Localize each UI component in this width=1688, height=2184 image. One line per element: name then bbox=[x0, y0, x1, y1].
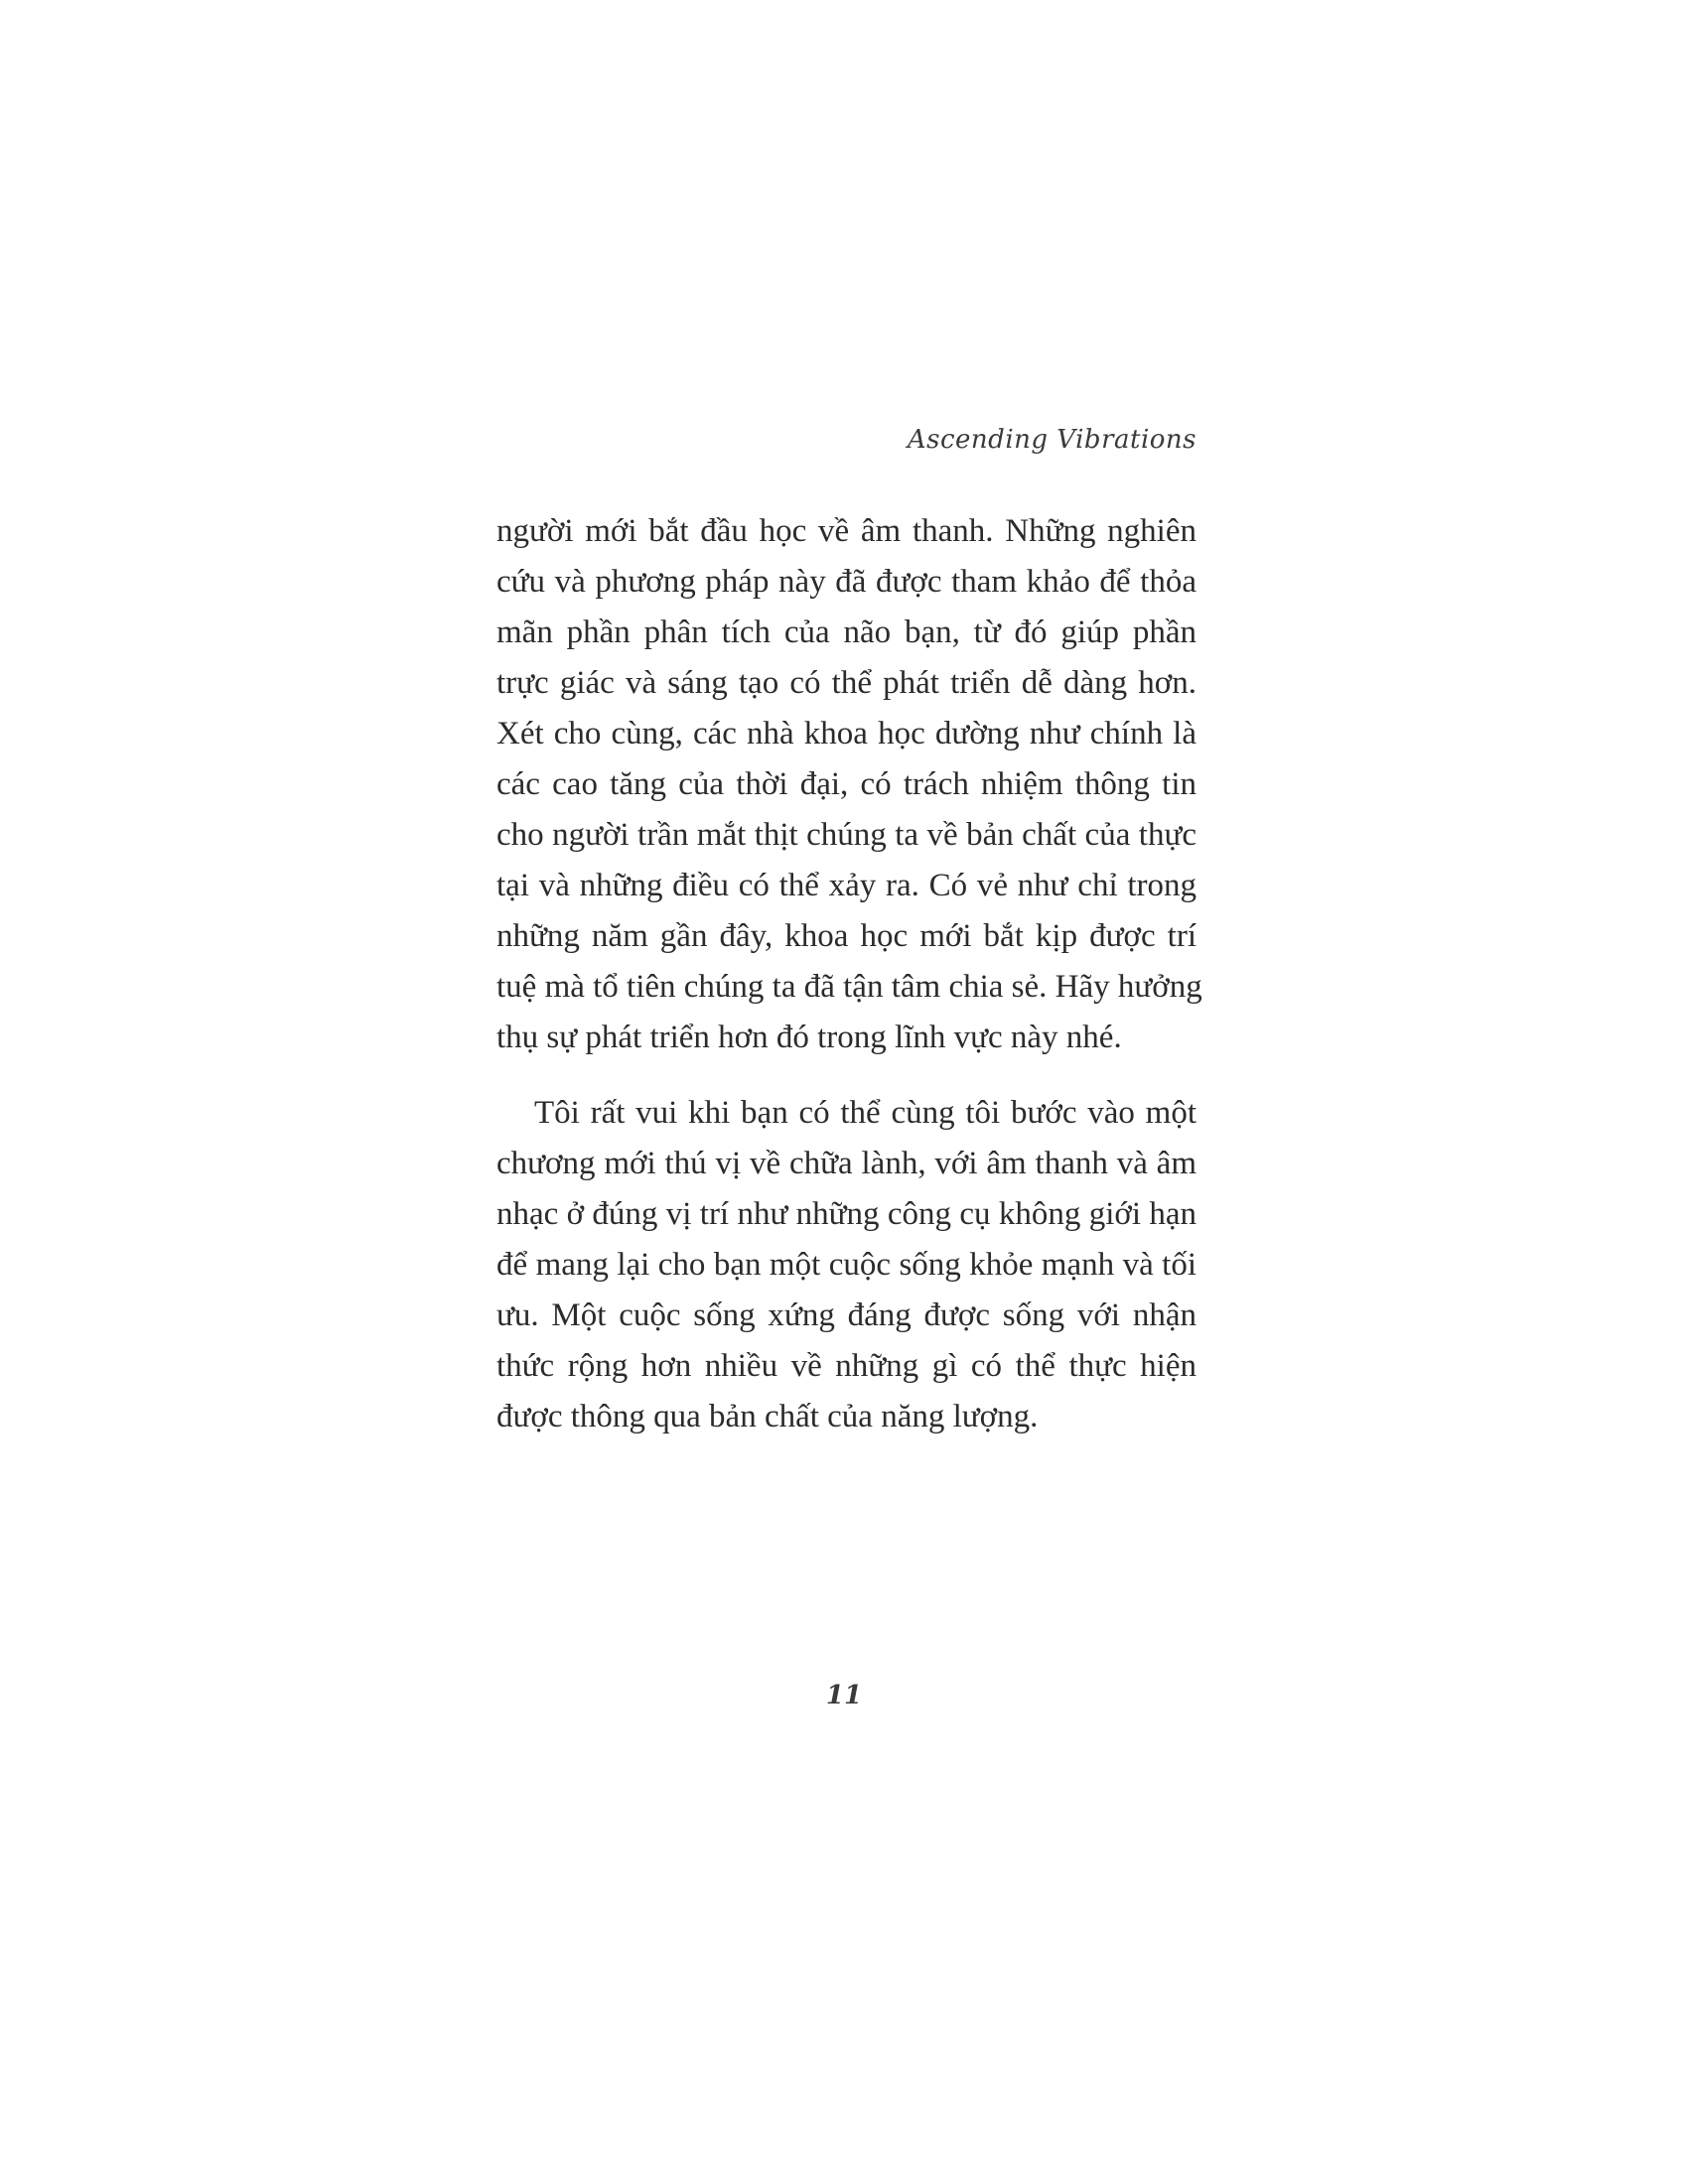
paragraph-gap bbox=[496, 1063, 1196, 1088]
text-line: mãn phần phân tích của não bạn, từ đó giúp phần bbox=[496, 614, 1196, 650]
text-line: để mang lại cho bạn một cuộc sống khỏe mạnh và tối bbox=[496, 1247, 1196, 1283]
text-line: cứu và phương pháp này đã được tham khảo để thỏa bbox=[496, 564, 1196, 600]
text-line: được thông qua bản chất của năng lượng. bbox=[496, 1399, 1039, 1434]
running-header: Ascending Vibrations bbox=[907, 425, 1196, 455]
text-line: trực giác và sáng tạo có thể phát triển dễ dàng hơn. bbox=[496, 665, 1196, 701]
text-line: Xét cho cùng, các nhà khoa học dường như chính là bbox=[496, 716, 1196, 751]
body-text bbox=[496, 506, 1202, 1442]
text-line: chương mới thú vị về chữa lành, với âm thanh và âm bbox=[496, 1146, 1196, 1181]
text-line: người mới bắt đầu học về âm thanh. Những nghiên bbox=[496, 513, 1196, 549]
text-line: các cao tăng của thời đại, có trách nhiệm thông tin bbox=[496, 766, 1196, 802]
text-line: tuệ mà tổ tiên chúng ta đã tận tâm chia sẻ. Hãy hưởng bbox=[496, 969, 1202, 1005]
text-line: thụ sự phát triển hơn đó trong lĩnh vực này nhé. bbox=[496, 1020, 1122, 1055]
text-line: thức rộng hơn nhiều về những gì có thể thực hiện bbox=[496, 1348, 1196, 1384]
text-line: nhạc ở đúng vị trí như những công cụ không giới hạn bbox=[496, 1196, 1196, 1232]
page-number: 11 bbox=[825, 1681, 863, 1710]
text-line: cho người trần mắt thịt chúng ta về bản chất của thực bbox=[496, 817, 1196, 853]
text-line: tại và những điều có thể xảy ra. Có vẻ như chỉ trong bbox=[496, 868, 1196, 903]
paragraph-1 bbox=[496, 506, 1202, 1063]
text-line: ưu. Một cuộc sống xứng đáng được sống với nhận bbox=[496, 1297, 1196, 1333]
paragraph-2 bbox=[496, 1088, 1196, 1442]
text-line: Tôi rất vui khi bạn có thể cùng tôi bước vào một bbox=[534, 1095, 1196, 1131]
text-line: những năm gần đây, khoa học mới bắt kịp được trí bbox=[496, 918, 1196, 954]
